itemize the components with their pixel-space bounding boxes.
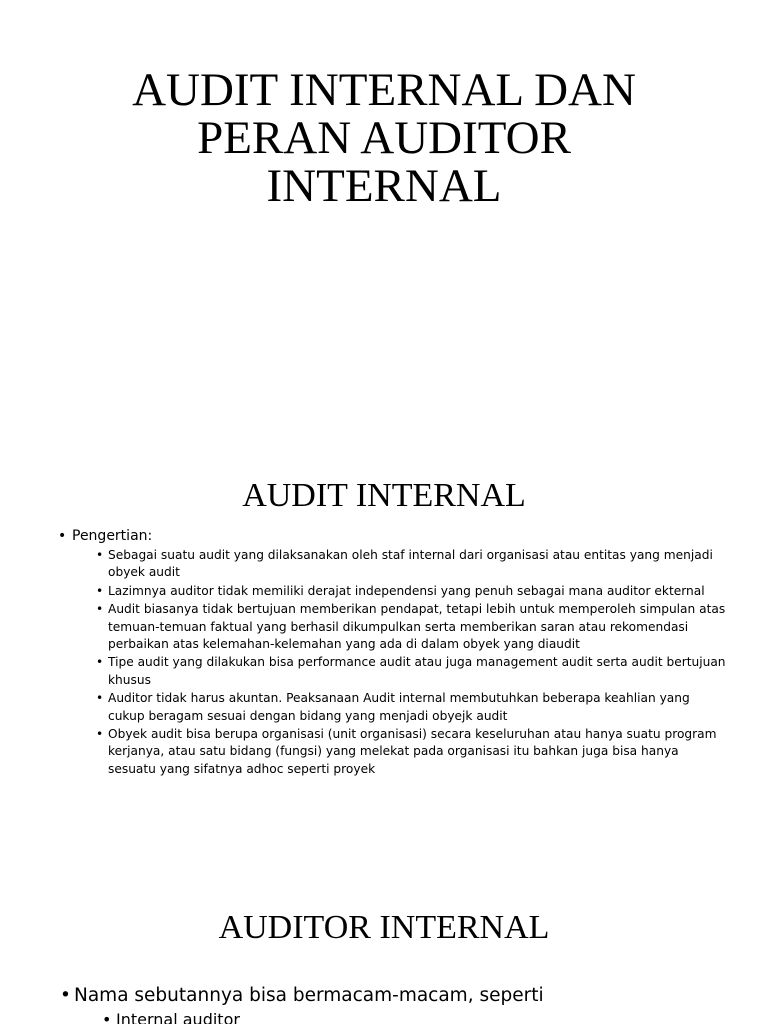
bullet-list — [60, 984, 728, 1024]
sub-bullet-list — [72, 547, 728, 778]
title-line: INTERNAL — [266, 160, 502, 212]
sub-bullet-list — [74, 1010, 728, 1024]
sub-bullet-item: • Audit biasanya tidak bertujuan memberikan pendapat, tetapi lebih untuk memperoleh simpulan atas temuan-temuan faktual yang berhasil dikumpulkan serta memberikan saran atau rekomendasi perbaikan atas kelemahan-kelemahan yang ada di dalam obyek yang diaudit — [96, 601, 728, 653]
bullet-item — [58, 528, 728, 778]
sub-bullet-item: • Tipe audit yang dilakukan bisa performance audit atau juga management audit serta audit bertujuan khusus — [96, 654, 728, 689]
bullet-item — [60, 984, 728, 1024]
sub-bullet-item: • Obyek audit bisa berupa organisasi (unit organisasi) secara keseluruhan atau hanya suatu program kerjanya, atau satu bidang (fungsi) yang melekat pada organisasi itu bahkan juga bisa hanya sesuatu yang sifatnya adhoc seperti proyek — [96, 726, 728, 778]
auditor-internal-slide — [0, 864, 768, 1024]
sub-bullet-item: • Lazimnya auditor tidak memiliki derajat independensi yang penuh sebagai mana auditor ekternal — [96, 583, 728, 600]
sub-bullet-item: • Sebagai suatu audit yang dilaksanakan oleh staf internal dari organisasi atau entitas yang menjadi obyek audit — [96, 547, 728, 582]
title-line: AUDIT INTERNAL DAN — [132, 64, 636, 116]
slide-heading: AUDITOR INTERNAL — [218, 909, 550, 946]
bullet-text: Pengertian: — [72, 528, 153, 544]
title-slide — [0, 0, 768, 432]
bullet-list — [58, 528, 728, 779]
sub-bullet-item: • Internal auditor — [102, 1010, 728, 1024]
main-title — [60, 66, 708, 210]
bullet-text: Nama sebutannya bisa bermacam-macam, seperti — [74, 985, 544, 1006]
audit-internal-slide — [0, 432, 768, 864]
sub-bullet-item: • Auditor tidak harus akuntan. Peaksanaan Audit internal membutuhkan beberapa keahlian yang cukup beragam sesuai dengan bidang yang menjadi obyejk audit — [96, 690, 728, 725]
title-line: PERAN AUDITOR — [197, 112, 571, 164]
slide-heading: AUDIT INTERNAL — [242, 477, 526, 514]
